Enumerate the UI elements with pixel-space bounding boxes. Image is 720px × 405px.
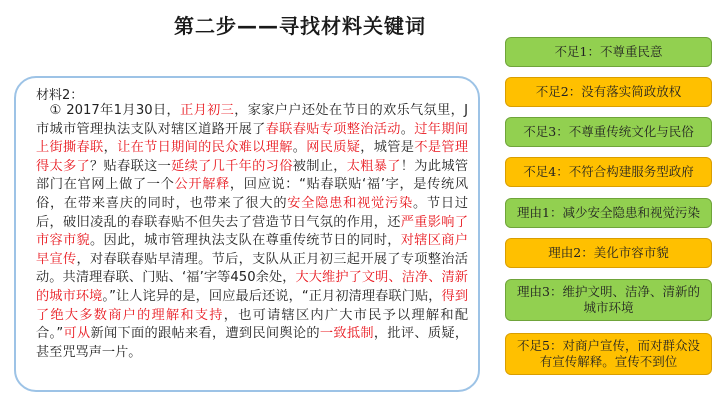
passage-text: ，回应说：“贴春联贴‘福’字，是传统风俗，在带来喜庆的同时，也带来了很大的 <box>36 177 469 211</box>
keyword-highlight: 对辖区商户早宣传 <box>36 233 469 267</box>
material-passage <box>36 102 468 362</box>
passage-text: 。”让人诧异的是，回应最后还说，“正月初清理春联门贴， <box>102 288 442 304</box>
keyword-highlight: 网民质疑 <box>306 140 361 156</box>
keyword-highlight: 严重影响了市容市貌 <box>36 214 469 249</box>
passage-text: 。 <box>292 140 307 156</box>
keyword-card: 理由3：维护文明、洁净、清新的城市环境 <box>505 279 712 321</box>
keyword-card: 不足1：不尊重民意 <box>505 37 712 67</box>
passage-text: ，城管是 <box>360 140 415 156</box>
passage-text: 。 <box>400 121 415 137</box>
keyword-card: 不足5：对商户宣传，而对群众没有宣传解释。宣传不到位 <box>505 333 712 375</box>
passage-text: 被制止， <box>292 158 347 174</box>
keyword-highlight: 太粗暴了 <box>346 158 401 174</box>
keyword-card: 不足4：不符合构建服务型政府 <box>505 157 712 187</box>
keyword-highlight: 春联春贴专项整治活动 <box>265 121 401 137</box>
passage-text: 新闻下面的跟帖来看，遭到民间舆论的 <box>90 326 320 342</box>
keyword-card: 理由2：美化市容市貌 <box>505 238 712 268</box>
passage-text: ① 2017年1月30日， <box>36 103 181 118</box>
keyword-highlight: 可从 <box>63 326 91 342</box>
keyword-highlight: 公开解释 <box>174 177 230 193</box>
passage-text: ？贴春联这一 <box>90 158 172 174</box>
passage-text: ，家家户户还处在节日的欢乐气氛里，J市城市管理执法支队对辖区道路开展了 <box>36 103 469 137</box>
keyword-highlight: 过年期间上街撕春联 <box>36 121 469 156</box>
passage-text: ， <box>103 140 118 156</box>
passage-text: 。节日过后，破旧凌乱的春联春贴不但失去了营造节日气氛的作用，还 <box>36 195 469 230</box>
keyword-card: 不足2：没有落实简政放权 <box>505 77 712 107</box>
keyword-highlight: 安全隐患和视觉污染 <box>287 195 413 211</box>
keyword-highlight: 一致抵制 <box>319 326 374 342</box>
passage-text: ，也可请辖区内广大市民予以理解和配合。” <box>36 307 469 342</box>
keyword-highlight: 延续了几千年的习俗 <box>171 158 293 174</box>
keyword-card: 理由1：减少安全隐患和视觉污染 <box>505 198 712 228</box>
keyword-highlight: 正月初三 <box>180 103 235 118</box>
keyword-highlight: 让在节日期间的民众难以理解 <box>117 140 293 156</box>
passage-text: ！为此城管部门在官网上做了一个 <box>36 158 469 193</box>
passage-text: ，对春联春贴早清理。节后，支队从正月初三起开展了专项整治活动。共清理春联、门贴、‘福’字等450余处， <box>36 251 468 286</box>
keyword-highlight: 得到了绝大多数商户的理解和支持 <box>36 288 469 323</box>
passage-text: ，批评、质疑，甚至咒骂声一片。 <box>36 326 469 360</box>
passage-text: 。因此，城市管理执法支队在尊重传统节日的同时， <box>90 233 401 249</box>
keyword-card: 不足3：不尊重传统文化与民俗 <box>505 117 712 147</box>
page-title: 第二步——寻找材料关键词 <box>174 14 426 38</box>
keyword-highlight: 不是管理得太多了 <box>36 140 469 174</box>
keyword-highlight: 大大维护了文明、洁净、清新的城市环境 <box>36 270 468 304</box>
material-label: 材料2： <box>36 88 84 103</box>
